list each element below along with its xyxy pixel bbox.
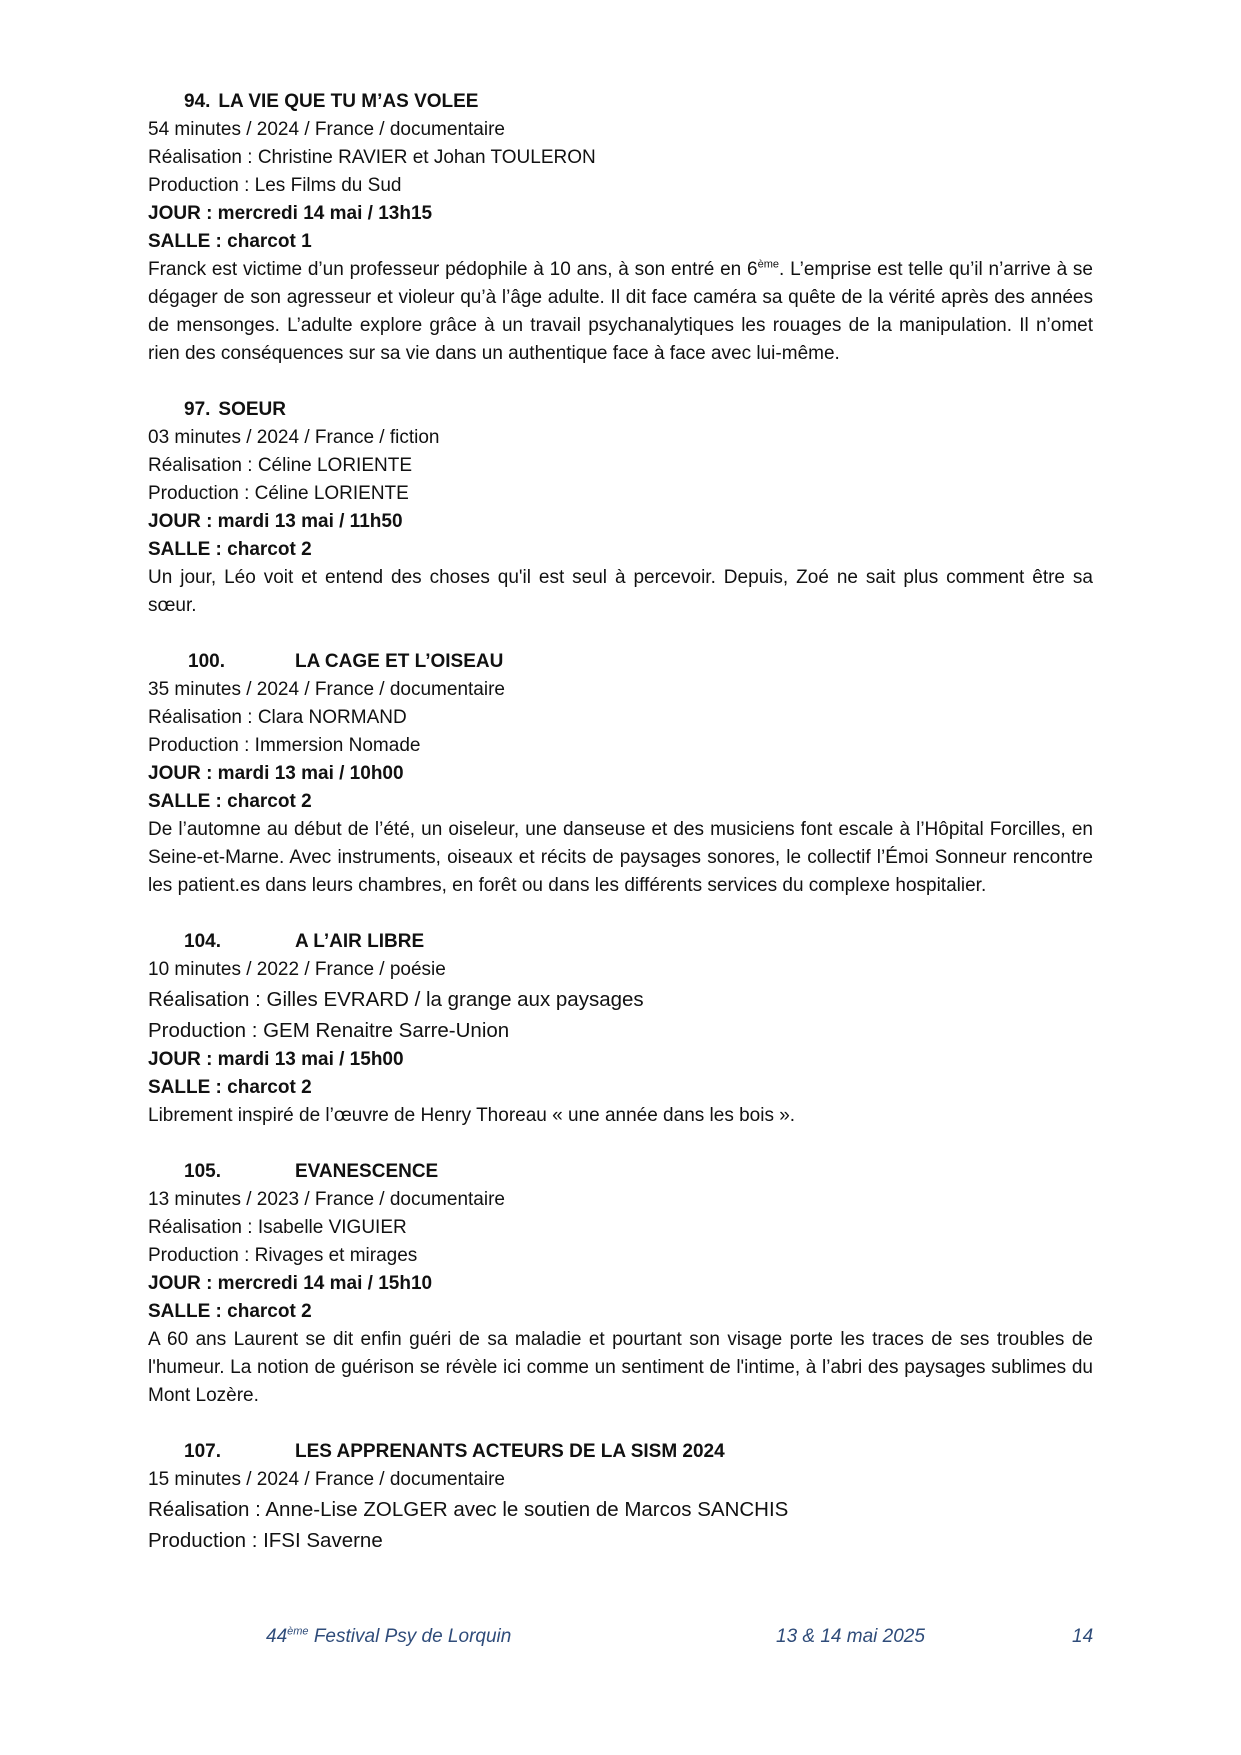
film-number: 97. — [184, 399, 211, 420]
film-meta: 54 minutes / 2024 / France / documentaire — [148, 119, 505, 140]
film-title: A L’AIR LIBRE — [295, 931, 425, 952]
film-jour: JOUR : mardi 13 mai / 10h00 — [148, 763, 404, 784]
film-jour: JOUR : mercredi 14 mai / 13h15 — [148, 203, 433, 224]
film-synopsis: De l’automne au début de l’été, un oiseleur, une danseuse et des musiciens font escale à l’Hôpital Forcilles, en Seine-et-Marne. Avec instruments, oiseaux et récits de paysages sonores, le collectif l’Émoi Sonneur rencontre les patient.es dans leurs chambres, en forêt ou dans les différents services du complexe hospitalier. — [148, 819, 1093, 896]
film-salle: SALLE : charcot 2 — [148, 539, 312, 560]
footer-edition-superscript: ème — [287, 1625, 309, 1638]
film-meta: 03 minutes / 2024 / France / fiction — [148, 427, 440, 448]
film-synopsis: Librement inspiré de l’œuvre de Henry Thoreau « une année dans les bois ». — [148, 1105, 796, 1126]
film-salle: SALLE : charcot 1 — [148, 231, 312, 252]
film-title: EVANESCENCE — [295, 1161, 439, 1182]
film-title-row — [148, 1438, 1093, 1466]
film-title: SOEUR — [218, 399, 286, 420]
film-realisation: Réalisation : Isabelle VIGUIER — [148, 1217, 407, 1238]
film-synopsis — [148, 256, 1093, 368]
film-number: 105. — [184, 1161, 221, 1182]
film-entry — [148, 648, 1093, 900]
film-jour: JOUR : mardi 13 mai / 15h00 — [148, 1049, 404, 1070]
film-realisation: Réalisation : Anne-Lise ZOLGER avec le soutien de Marcos SANCHIS — [148, 1498, 789, 1521]
film-production: Production : GEM Renaitre Sarre-Union — [148, 1019, 510, 1042]
film-production: Production : Immersion Nomade — [148, 735, 421, 756]
footer-edition-number: 44 — [266, 1626, 288, 1647]
film-number: 107. — [184, 1441, 221, 1462]
film-production: Production : Rivages et mirages — [148, 1245, 418, 1266]
film-salle: SALLE : charcot 2 — [148, 791, 312, 812]
film-title: LES APPRENANTS ACTEURS DE LA SISM 2024 — [295, 1441, 725, 1462]
film-jour: JOUR : mardi 13 mai / 11h50 — [148, 511, 403, 532]
film-entry — [148, 1438, 1093, 1556]
synopsis-part: . L’emprise est telle qu’il n’arrive à se dégager de son agresseur et violeur qu’à l’âge adulte. Il dit face caméra sa quête de la vérité après des années de mensonges. L’adulte explore grâce à un travail psychanalytiques les rouages de la manipulation. Il n’omet rien des conséquences sur sa vie dans un authentique face à face avec lui-même. — [148, 259, 1094, 364]
footer-festival-name: Festival Psy de Lorquin — [308, 1626, 512, 1647]
film-meta: 35 minutes / 2024 / France / documentaire — [148, 679, 505, 700]
film-entry — [148, 88, 1093, 368]
superscript: ème — [757, 258, 780, 271]
programme-page — [148, 88, 1093, 1584]
film-title: LA CAGE ET L’OISEAU — [295, 651, 504, 672]
film-salle: SALLE : charcot 2 — [148, 1077, 312, 1098]
film-realisation: Réalisation : Clara NORMAND — [148, 707, 407, 728]
film-entry — [148, 396, 1093, 620]
footer-festival — [266, 1626, 511, 1648]
film-realisation: Réalisation : Christine RAVIER et Johan TOULERON — [148, 147, 596, 168]
footer-dates: 13 & 14 mai 2025 — [776, 1626, 925, 1647]
film-title-row — [148, 648, 1093, 676]
page-number: 14 — [1072, 1626, 1094, 1647]
film-production: Production : Les Films du Sud — [148, 175, 402, 196]
film-meta: 15 minutes / 2024 / France / documentaire — [148, 1469, 505, 1490]
film-synopsis: A 60 ans Laurent se dit enfin guéri de sa maladie et pourtant son visage porte les traces de ses troubles de l'humeur. La notion de guérison se révèle ici comme un sentiment de l'intime, à l’abri des paysages sublimes du Mont Lozère. — [148, 1329, 1093, 1406]
film-title-row — [148, 396, 1093, 424]
film-realisation: Réalisation : Gilles EVRARD / la grange aux paysages — [148, 988, 644, 1011]
film-number: 104. — [184, 931, 221, 952]
film-production: Production : IFSI Saverne — [148, 1529, 383, 1552]
film-production: Production : Céline LORIENTE — [148, 483, 409, 504]
film-number: 94. — [184, 91, 211, 112]
film-realisation: Réalisation : Céline LORIENTE — [148, 455, 412, 476]
film-meta: 10 minutes / 2022 / France / poésie — [148, 959, 446, 980]
film-title: LA VIE QUE TU M’AS VOLEE — [218, 91, 479, 112]
film-entry — [148, 928, 1093, 1130]
film-meta: 13 minutes / 2023 / France / documentaire — [148, 1189, 505, 1210]
film-title-row — [148, 1158, 1093, 1186]
film-jour: JOUR : mercredi 14 mai / 15h10 — [148, 1273, 433, 1294]
page-footer — [266, 1626, 1096, 1656]
film-title-row — [148, 88, 1093, 116]
synopsis-part: Franck est victime d’un professeur pédophile à 10 ans, à son entré en 6 — [148, 259, 758, 280]
film-salle: SALLE : charcot 2 — [148, 1301, 312, 1322]
film-title-row — [148, 928, 1093, 956]
film-synopsis: Un jour, Léo voit et entend des choses qu'il est seul à percevoir. Depuis, Zoé ne sait plus comment être sa sœur. — [148, 567, 1093, 616]
film-number: 100. — [188, 651, 225, 672]
film-entry — [148, 1158, 1093, 1410]
